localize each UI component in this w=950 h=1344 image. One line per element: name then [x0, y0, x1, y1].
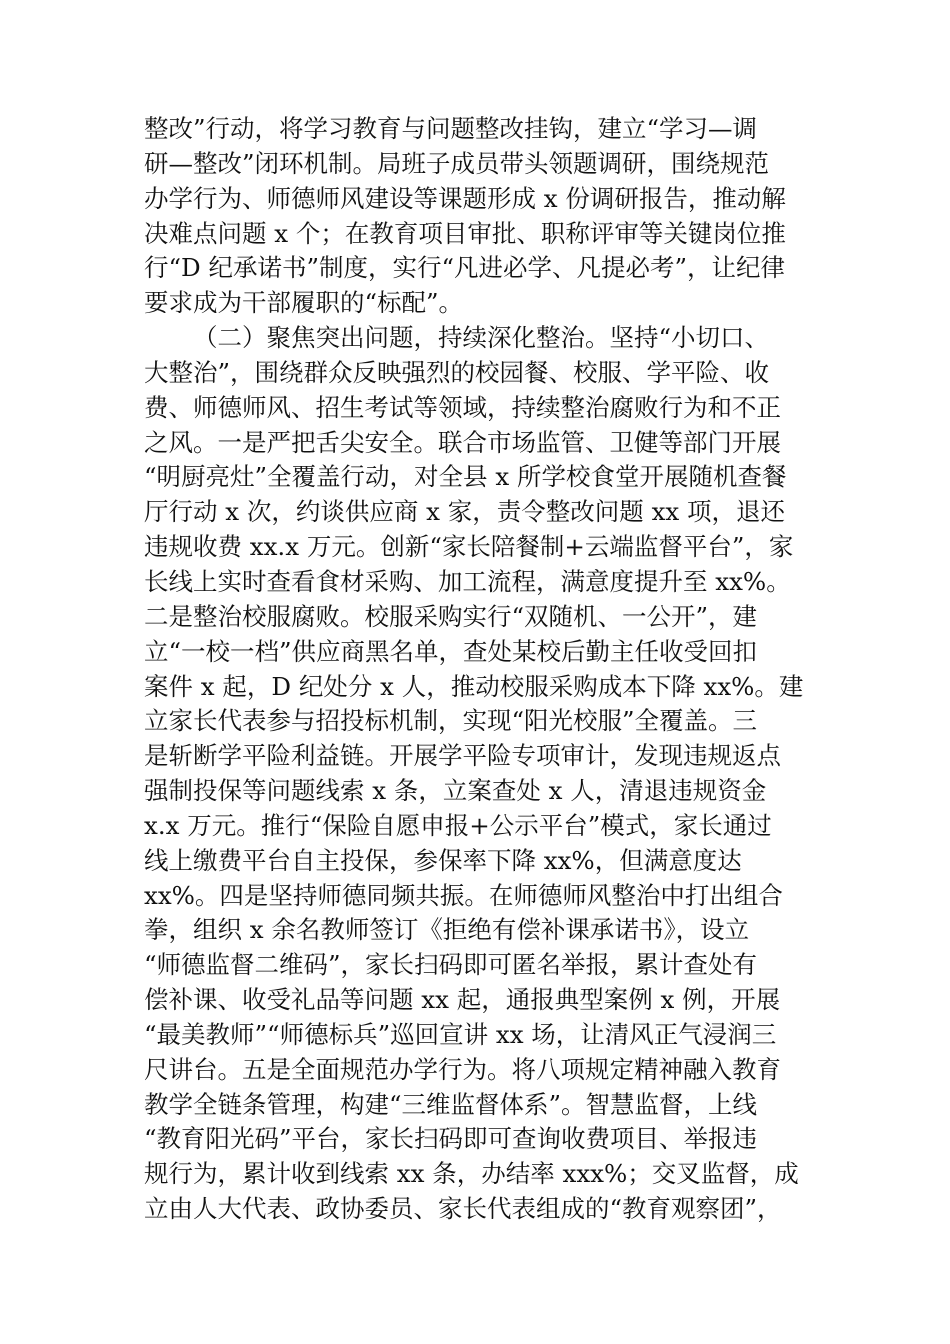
text-line: xx%。四是坚持师德同频共振。在师德师风整治中打出组合 — [144, 880, 783, 910]
text-line: 线上缴费平台自主投保，参保率下降 xx%，但满意度达 — [144, 845, 742, 875]
text-line: 尺讲台。五是全面规范办学行为。将八项规定精神融入教育 — [144, 1054, 781, 1084]
text-line: 要求成为干部履职的“标配”。 — [144, 288, 464, 318]
text-line: 办学行为、师德师风建设等课题形成 x 份调研报告，推动解 — [144, 183, 786, 213]
text-line: 规行为，累计收到线索 xx 条，办结率 xxx%；交叉监督，成 — [144, 1159, 799, 1189]
text-line: 整改”行动，将学习教育与问题整改挂钩，建立“学习—调 — [144, 114, 758, 143]
text-line: 厅行动 x 次，约谈供应商 x 家，责令整改问题 xx 项，退还 — [144, 497, 785, 527]
text-line: 违规收费 xx.x 万元。创新“家长陪餐制+云端监督平台”，家 — [144, 532, 794, 562]
text-line: 教学全链条管理，构建“三维监督体系”。智慧监督，上线 — [144, 1089, 758, 1119]
text-line: 之风。一是严把舌尖安全。联合市场监管、卫健等部门开展 — [144, 427, 781, 457]
text-line: 是斩断学平险利益链。开展学平险专项审计，发现违规返点 — [144, 741, 781, 771]
text-line: 偿补课、收受礼品等问题 xx 起，通报典型案例 x 例，开展 — [144, 985, 781, 1015]
text-line: 大整治”，围绕群众反映强烈的校园餐、校服、学平险、收 — [144, 357, 770, 387]
text-line: 立家长代表参与招投标机制，实现“阳光校服”全覆盖。三 — [144, 706, 758, 736]
text-line: “最美教师”“师德标兵”巡回宣讲 xx 场，让清风正气浸润三 — [144, 1019, 777, 1049]
text-line: 决难点问题 x 个；在教育项目审批、职称评审等关键岗位推 — [144, 218, 786, 248]
body-text — [144, 112, 844, 1227]
text-line: “教育阳光码”平台，家长扫码即可查询收费项目、举报违 — [144, 1124, 758, 1154]
text-line: 立由人大代表、政协委员、家长代表组成的“教育观察团”， — [144, 1194, 782, 1224]
text-line: 立“一校一档”供应商黑名单，查处某校后勤主任收受回扣 — [144, 636, 758, 666]
text-line: x.x 万元。推行“保险自愿申报+公示平台”模式，家长通过 — [144, 810, 772, 840]
section-heading-line: （二）聚焦突出问题，持续深化整治。坚持“小切口、 — [193, 323, 770, 353]
text-line: “明厨亮灶”全覆盖行动，对全县 x 所学校食堂开展随机查餐 — [144, 462, 787, 492]
text-line: 研—整改”闭环机制。局班子成员带头领题调研，围绕规范 — [144, 148, 770, 178]
text-line: 案件 x 起，D 纪处分 x 人，推动校服采购成本下降 xx%。建 — [144, 671, 804, 701]
text-line: 二是整治校服腐败。校服采购实行“双随机、一公开”，建 — [144, 601, 758, 631]
text-line: 拳，组织 x 余名教师签订《拒绝有偿补课承诺书》，设立 — [144, 915, 750, 945]
text-line: 费、师德师风、招生考试等领域，持续整治腐败行为和不正 — [144, 392, 781, 422]
text-line: 行“D 纪承诺书”制度，实行“凡进必学、凡提必考”，让纪律 — [144, 253, 786, 283]
text-line: 长线上实时查看食材采购、加工流程，满意度提升至 xx%。 — [144, 566, 791, 596]
text-line: “师德监督二维码”，家长扫码即可匿名举报，累计查处有 — [144, 950, 758, 980]
text-line: 强制投保等问题线索 x 条，立案查处 x 人，清退违规资金 — [144, 776, 767, 806]
